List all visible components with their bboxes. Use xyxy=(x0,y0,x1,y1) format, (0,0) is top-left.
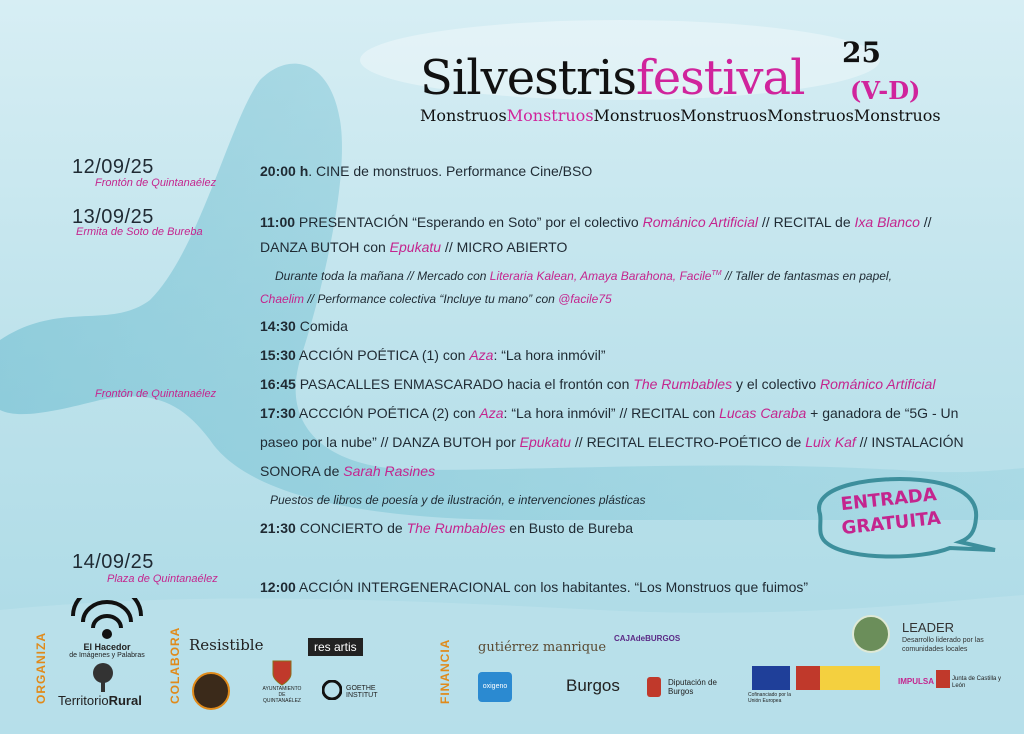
territorio-rural-logo: TerritorioRural xyxy=(58,693,142,708)
oxigeno-logo: oxigeno xyxy=(478,672,512,702)
program-item-cont: DANZA BUTOH con Epukatu // MICRO ABIERTO xyxy=(260,239,568,255)
program-item: 12:00 ACCIÓN INTERGENERACIONAL con los habitantes. “Los Monstruos que fuimos” xyxy=(260,579,809,595)
program-item: 14:30 Comida xyxy=(260,318,348,334)
program-item: 20:00 h. CINE de monstruos. Performance Cine/BSO xyxy=(260,163,593,179)
date-3: 14/09/25 xyxy=(72,551,154,573)
program-item: 11:00 PRESENTACIÓN “Esperando en Soto” por el colectivo Románico Artificial // RECITAL de Ixa Blanco // xyxy=(260,214,932,230)
program-item: 17:30 ACCCIÓN POÉTICA (2) con Aza: “La hora inmóvil” // RECITAL con Lucas Caraba + ganadora de “5G - Un xyxy=(260,405,959,421)
program-note: Durante toda la mañana // Mercado con Literaria Kalean, Amaya Barahona, Facile™ // Taller de fantasmas en papel, xyxy=(275,269,892,283)
program-item: 16:45 PASACALLES ENMASCARADO hacia el frontón con The Rumbables y el colectivo Románico Artificial xyxy=(260,376,936,392)
jcyl-logo: Junta de Castilla y León xyxy=(952,676,1002,689)
program-item-cont: SONORA de Sarah Rasines xyxy=(260,463,436,479)
tree-icon xyxy=(88,662,118,697)
burgos-logo: Burgos xyxy=(566,676,620,695)
el-hacedor-logo: El Hacedor de Imágenes y Palabras xyxy=(62,598,152,659)
program-note-cont: Chaelim // Performance colectiva “Incluye tu mano” con @facile75 xyxy=(260,292,612,306)
res-artis-logo: res artis xyxy=(308,638,363,656)
venue-2b: Frontón de Quintanaélez xyxy=(95,388,217,400)
eu-flag-icon xyxy=(752,666,790,690)
wifi-icon xyxy=(67,598,147,642)
free-entry-bubble xyxy=(800,474,990,570)
organiza-label: ORGANIZA xyxy=(34,632,48,704)
title-subtitle: MonstruosMonstruosMonstruosMonstruosMonstruosMonstruos xyxy=(420,106,941,125)
venue-1: Frontón de Quintanaélez xyxy=(95,177,217,189)
program-item: 21:30 CONCIERTO de The Rumbables en Busto de Bureba xyxy=(260,520,634,536)
leaf-icon xyxy=(852,615,890,653)
spain-flag-icon xyxy=(796,666,820,690)
title-main: Silvestrisfestival xyxy=(420,50,805,106)
goethe-icon xyxy=(322,680,342,700)
program-item: 15:30 ACCIÓN POÉTICA (1) con Aza: “La hora inmóvil” xyxy=(260,347,606,363)
edition-range: (V-D) xyxy=(850,76,921,105)
leader-sub: Desarrollo liderado por las comunidades locales xyxy=(902,637,984,653)
spain-gov-logo xyxy=(796,666,880,690)
shield-icon xyxy=(272,660,292,686)
caja-burgos-logo: CAJAdeBURGOS xyxy=(614,634,681,643)
colabora-label: COLABORA xyxy=(168,626,182,704)
date-2: 13/09/25 xyxy=(72,206,154,228)
jcyl-shield-icon xyxy=(936,670,950,688)
leader-logo: LEADER xyxy=(902,620,955,635)
date-1: 12/09/25 xyxy=(72,156,154,178)
venue-3: Plaza de Quintanaélez xyxy=(107,573,218,585)
eu-text: Cofinanciado por la Unión Europea xyxy=(748,692,792,704)
gutierrez-manrique-logo: gutiérrez manrique xyxy=(478,640,607,655)
program-note: Puestos de libros de poesía y de ilustración, e intervenciones plásticas xyxy=(270,493,646,507)
crest-icon xyxy=(646,676,662,698)
diputacion-logo: Diputación de Burgos xyxy=(646,676,662,703)
venue-2: Ermita de Soto de Bureba xyxy=(76,226,203,238)
goethe-logo: GOETHE INSTITUT xyxy=(322,680,342,705)
ayuntamiento-logo: AYUNTAMIENTO DE QUINTANAÉLEZ xyxy=(262,660,302,704)
round-badge-logo xyxy=(192,672,230,710)
resistible-logo: Resistible xyxy=(189,636,264,654)
festival-title xyxy=(420,36,980,136)
financia-label: FINANCIA xyxy=(438,638,452,704)
program-item-cont: paseo por la nube” // DANZA BUTOH por Epukatu // RECITAL ELECTRO-POÉTICO de Luix Kaf // INSTALACIÓN xyxy=(260,434,964,450)
free-entry-text: ENTRADA GRATUITA xyxy=(839,484,942,540)
impulsa-logo: IMPULSA xyxy=(898,677,934,686)
edition-number: 25 xyxy=(842,36,881,69)
